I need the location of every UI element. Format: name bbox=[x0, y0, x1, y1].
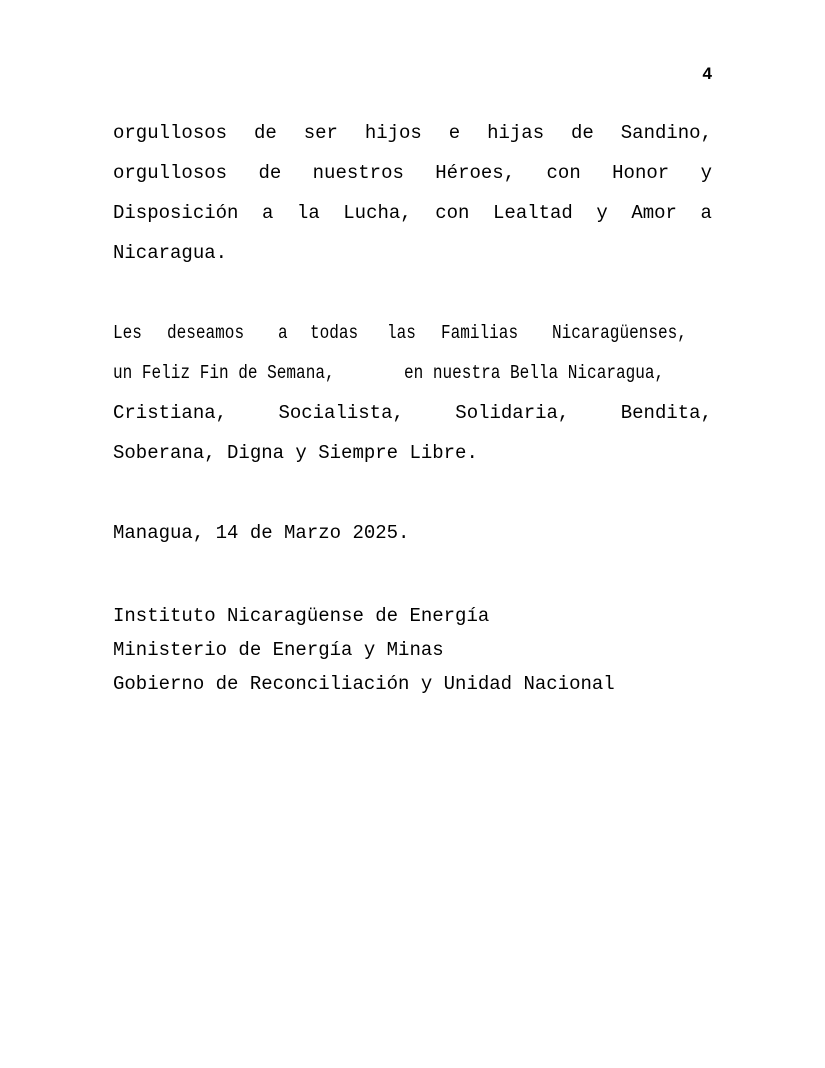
line-word: a bbox=[700, 202, 712, 224]
line-word: las bbox=[386, 322, 416, 344]
text-line bbox=[113, 193, 712, 233]
dateline: Managua, 14 de Marzo 2025. bbox=[113, 522, 410, 544]
line-word: Honor bbox=[612, 162, 670, 184]
line-word: de bbox=[258, 162, 282, 184]
text-line: Nicaragua. bbox=[113, 242, 228, 264]
line-word: ser bbox=[303, 122, 338, 144]
signature-line-institution: Instituto Nicaragüense de Energía bbox=[113, 605, 490, 627]
line-word: y bbox=[700, 162, 712, 184]
paragraph-2 bbox=[113, 313, 712, 473]
text-line bbox=[113, 393, 712, 433]
line-word: Solidaria, bbox=[455, 402, 570, 424]
text-line bbox=[113, 313, 712, 353]
dateline-gap bbox=[113, 473, 712, 513]
line-word: Lucha, bbox=[343, 202, 412, 224]
text-line bbox=[113, 113, 712, 153]
line-word: orgullosos bbox=[113, 122, 228, 144]
line-word: deseamos bbox=[167, 322, 245, 344]
line-word: a bbox=[278, 322, 289, 344]
line-word: Bendita, bbox=[620, 402, 712, 424]
line-word: todas bbox=[309, 322, 359, 344]
line-word: y bbox=[596, 202, 608, 224]
line-word: hijas bbox=[487, 122, 545, 144]
line-word: a bbox=[261, 202, 274, 224]
line-word: Les bbox=[113, 322, 142, 344]
text-line bbox=[113, 153, 712, 193]
line-word: nuestros bbox=[312, 162, 404, 184]
line-word: con bbox=[546, 162, 581, 184]
line-word: Lealtad bbox=[493, 202, 573, 224]
line-word: en nuestra Bella Nicaragua, bbox=[404, 362, 665, 384]
line-word: Sandino, bbox=[620, 122, 712, 144]
line-word: hijos bbox=[364, 122, 422, 144]
text-line bbox=[113, 353, 712, 393]
line-word: e bbox=[448, 122, 461, 144]
line-word: un Feliz Fin de Semana, bbox=[113, 362, 335, 384]
line-word: de bbox=[253, 122, 277, 144]
text-line: Soberana, Digna y Siempre Libre. bbox=[113, 442, 478, 464]
signature-block bbox=[113, 599, 712, 701]
line-word: con bbox=[435, 202, 470, 224]
line-word: Disposición bbox=[113, 202, 239, 224]
line-word: de bbox=[571, 122, 594, 144]
line-word: orgullosos bbox=[113, 162, 228, 184]
signature-line-government: Gobierno de Reconciliación y Unidad Nacional bbox=[113, 673, 615, 695]
line-word: Familias bbox=[441, 322, 519, 344]
paragraph-1 bbox=[113, 113, 712, 273]
document-body bbox=[113, 113, 712, 701]
line-word: Héroes, bbox=[435, 162, 516, 184]
signature-line-ministry: Ministerio de Energía y Minas bbox=[113, 639, 444, 661]
line-word: la bbox=[296, 202, 320, 224]
signature-gap bbox=[113, 553, 712, 599]
line-word: Nicaragüenses, bbox=[552, 322, 688, 344]
line-word: Cristiana, bbox=[113, 402, 228, 424]
page-number: 4 bbox=[702, 64, 712, 83]
line-word: Amor bbox=[631, 202, 677, 224]
paragraph-gap bbox=[113, 273, 712, 313]
line-word: Socialista, bbox=[278, 402, 404, 424]
